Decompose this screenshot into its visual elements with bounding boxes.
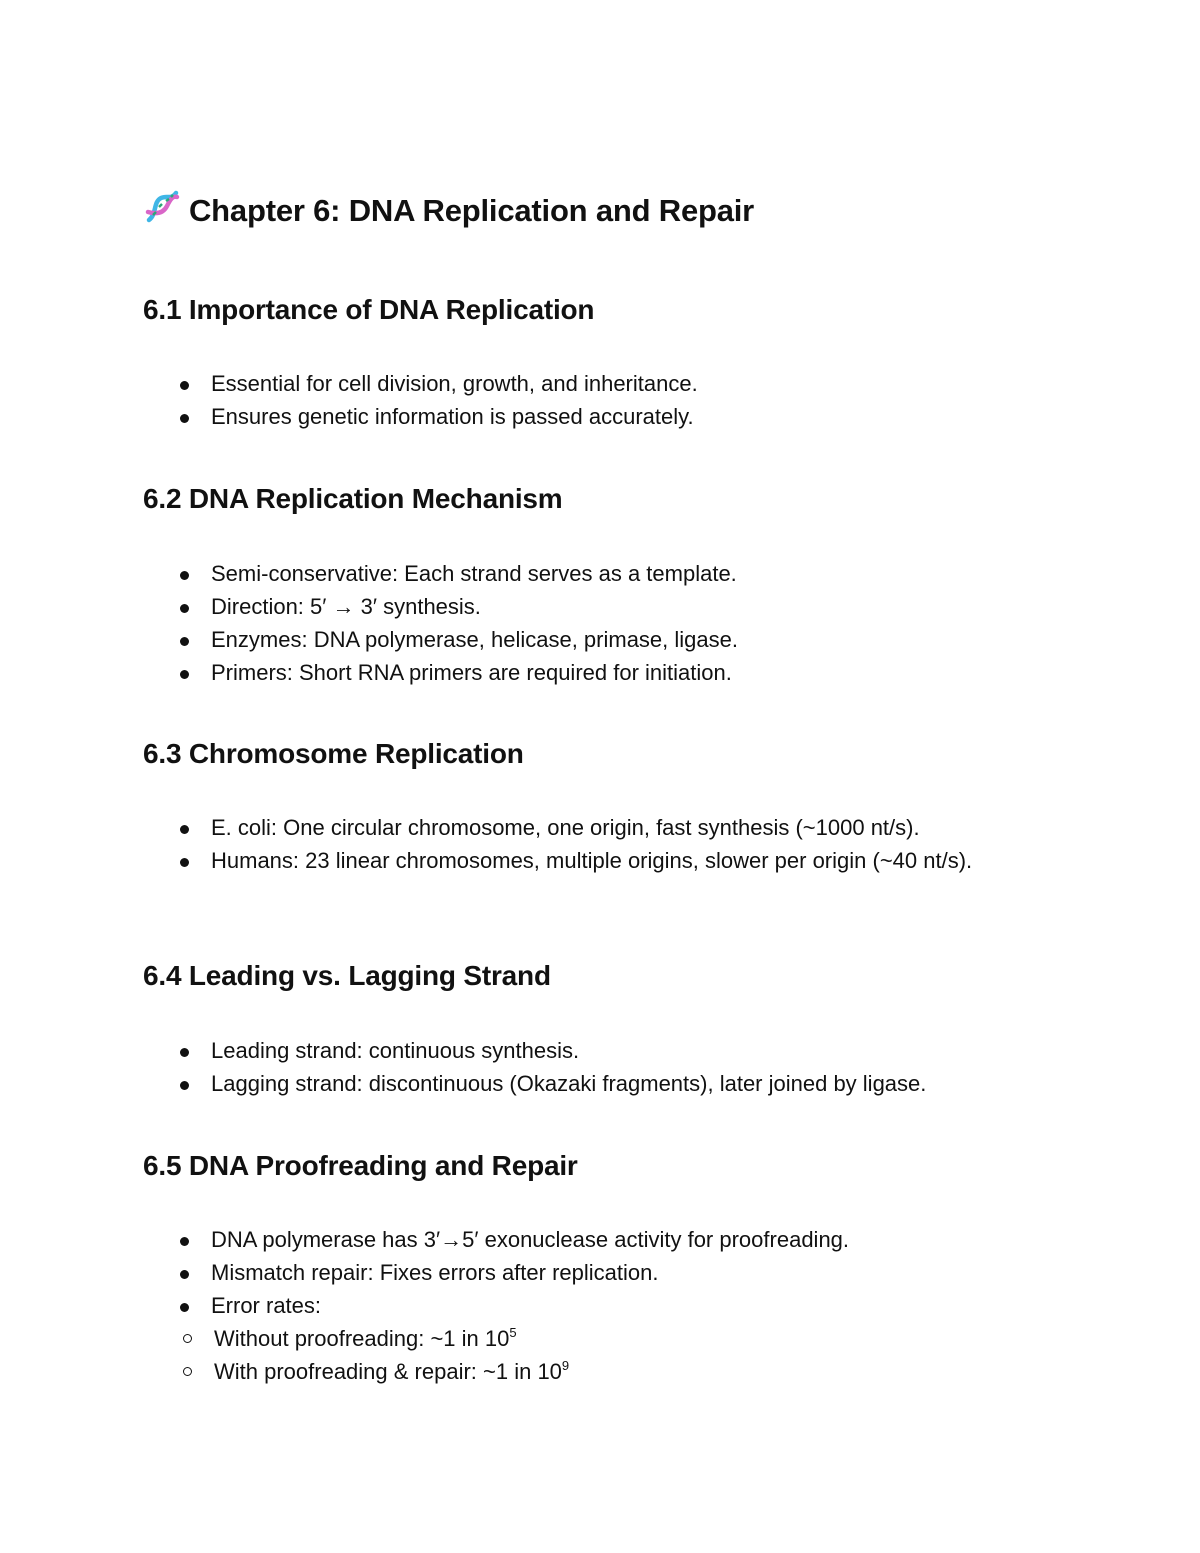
section-6-5: [143, 1147, 1063, 1384]
section-6-3: [143, 735, 1063, 873]
section-heading: 6.3 Chromosome Replication: [143, 738, 524, 769]
bullet-list: [143, 1034, 1071, 1100]
list-item: Lagging strand: discontinuous (Okazaki fragments), later joined by ligase.: [143, 1067, 1071, 1100]
list-item: Ensures genetic information is passed accurately.: [143, 400, 1071, 433]
list-item: Leading strand: continuous synthesis.: [143, 1034, 1071, 1067]
sub-list: [143, 1322, 1071, 1388]
section-heading: 6.1 Importance of DNA Replication: [143, 294, 595, 325]
error-rate-label: Without proofreading: ~1 in 10: [214, 1326, 510, 1351]
bullet-list: [143, 1223, 1071, 1388]
bullet-list: [143, 557, 1071, 689]
error-rate-exponent: 9: [561, 1358, 570, 1373]
list-item: Enzymes: DNA polymerase, helicase, primase, ligase.: [143, 623, 1071, 656]
sub-list-item: [143, 1355, 994, 1388]
dna-icon: [143, 188, 181, 226]
section-6-1: [143, 291, 1063, 429]
error-rate-label: With proofreading & repair: ~1 in 10: [214, 1359, 562, 1384]
list-item: Essential for cell division, growth, and inheritance.: [143, 367, 1071, 400]
list-item: DNA polymerase has 3′→5′ exonuclease activity for proofreading.: [143, 1223, 1071, 1256]
chapter-title: [143, 188, 754, 232]
list-item: Primers: Short RNA primers are required for initiation.: [143, 656, 1071, 689]
list-item: E. coli: One circular chromosome, one origin, fast synthesis (~1000 nt/s).: [143, 811, 1071, 844]
list-item-text: Error rates:: [211, 1293, 322, 1318]
list-item: Mismatch repair: Fixes errors after replication.: [143, 1256, 1071, 1289]
list-item: Direction: 5′ → 3′ synthesis.: [143, 590, 1071, 623]
bullet-list: [143, 367, 1071, 433]
section-heading: 6.5 DNA Proofreading and Repair: [143, 1150, 578, 1181]
chapter-title-text: Chapter 6: DNA Replication and Repair: [189, 193, 755, 228]
list-item: [143, 1289, 1071, 1388]
section-6-2: [143, 480, 1063, 685]
list-item: Semi-conservative: Each strand serves as a template.: [143, 557, 1071, 590]
sub-list-item: [143, 1322, 994, 1355]
error-rate-exponent: 5: [509, 1325, 517, 1340]
list-item: Humans: 23 linear chromosomes, multiple origins, slower per origin (~40 nt/s).: [143, 844, 1071, 877]
section-6-4: [143, 957, 1063, 1096]
section-heading: 6.4 Leading vs. Lagging Strand: [143, 960, 551, 991]
bullet-list: [143, 811, 1071, 877]
section-heading: 6.2 DNA Replication Mechanism: [143, 483, 563, 514]
